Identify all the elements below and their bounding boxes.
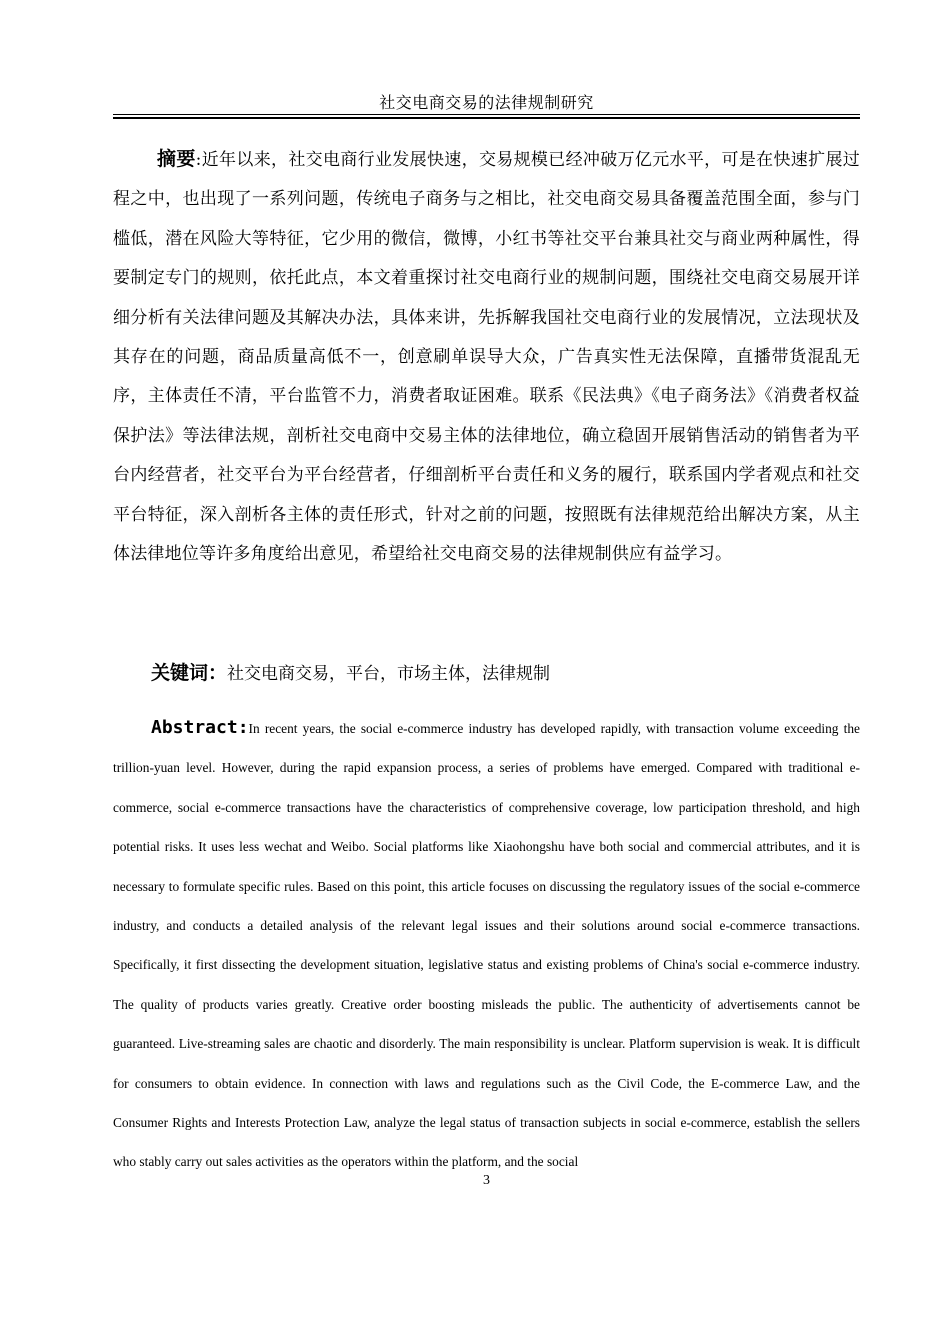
chinese-keywords-label: 关键词： [151,662,228,684]
chinese-abstract-label: 摘要 [157,148,196,170]
english-abstract-paragraph [113,708,860,1182]
chinese-abstract-paragraph [113,140,860,574]
english-abstract-text: In recent years, the social e-commerce industry has developed rapidly, with transaction volume exceeding the trillion-yuan level. However, during the rapid expansion process, a series of problems have emerged. Compared with traditional e-commerce, social e-commerce transactions have the characteristics of comprehensive coverage, low participation threshold, and high potential risks. It uses less wechat and Weibo. Social platforms like Xiaohongshu have both social and commercial attributes, and it is necessary to formulate specific rules. Based on this point, this article focuses on discussing the regulatory issues of the social e-commerce industry, and conducts a detailed analysis of the relevant legal issues and their solutions around social e-commerce transactions. Specifically, it first dissecting the development situation, legislative status and existing problems of China's social e-commerce industry. The quality of products varies greatly. Creative order boosting misleads the public. The authenticity of advertisements cannot be guaranteed. Live-streaming sales are chaotic and disorderly. The main responsibility is unclear. Platform supervision is weak. It is difficult for consumers to obtain evidence. In connection with laws and regulations such as the Civil Code, the E-commerce Law, and the Consumer Rights and Interests Protection Law, analyze the legal status of transaction subjects in social e-commerce, establish the sellers who stably carry out sales activities as the operators within the platform, and the social [113,721,860,1170]
chinese-keywords-paragraph [113,654,860,693]
chinese-abstract-text: 近年以来，社交电商行业发展快速，交易规模已经冲破万亿元水平，可是在快速扩展过程之中，也出现了一系列问题，传统电子商务与之相比，社交电商交易具备覆盖范围全面，参与门槛低，潜在风险大等特征，它少用的微信，微博，小红书等社交平台兼具社交与商业两种属性，得要制定专门的规则，依托此点，本文着重探讨社交电商行业的规制问题，围绕社交电商交易展开详细分析有关法律问题及其解决办法，具体来讲，先拆解我国社交电商行业的发展情况，立法现状及其存在的问题，商品质量高低不一，创意刷单误导大众，广告真实性无法保障，直播带货混乱无序，主体责任不清，平台监管不力，消费者取证困难。联系《民法典》《电子商务法》《消费者权益保护法》等法律法规，剖析社交电商中交易主体的法律地位，确立稳固开展销售活动的销售者为平台内经营者，社交平台为平台经营者，仔细剖析平台责任和义务的履行，联系国内学者观点和社交平台特征，深入剖析各主体的责任形式，针对之前的问题，按照既有法律规范给出解决方案，从主体法律地位等许多角度给出意见，希望给社交电商交易的法律规制供应有益学习。 [113,150,860,565]
header-rule-thick [113,117,860,119]
english-abstract-label: Abstract: [151,717,249,738]
header-rule-thin [113,114,860,115]
chinese-keywords-text: 社交电商交易，平台，市场主体，法律规制 [227,664,551,684]
running-header-title: 社交电商交易的法律规制研究 [379,93,594,112]
page-number: 3 [483,1173,490,1188]
chinese-abstract-separator: : [195,150,202,170]
